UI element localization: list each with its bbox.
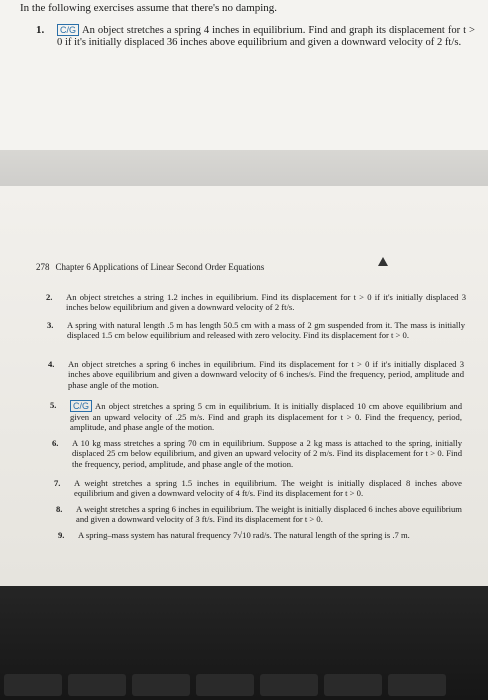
keyboard-key	[132, 674, 190, 696]
problem-1-number: 1.	[36, 24, 45, 36]
problem-text: An object stretches a string 1.2 inches in equilibrium. Find its displacement for t > 0 if it's initially displaced 3 inches below equilibrium and given a downward velocity of 2 ft/s.	[66, 292, 466, 313]
keyboard-key	[4, 674, 62, 696]
problem-number: 5.	[50, 400, 57, 410]
problem-1-text	[57, 24, 475, 50]
keyboard-key	[68, 674, 126, 696]
page-gap	[0, 150, 488, 186]
cg-tag: C/G	[70, 400, 92, 412]
problem-number: 9.	[58, 530, 65, 540]
problem-text: A spring with natural length .5 m has length 50.5 cm with a mass of 2 gm suspended from it. The mass is initially displaced 1.5 cm below equilibrium and released with zero velocity. Find its displacement for t > 0.	[67, 320, 465, 341]
problem-text: A weight stretches a spring 1.5 inches in equilibrium. The weight is initially displaced 8 inches above equilibrium and given a downward velocity of 4 ft/s. Find its displacement for t > 0.	[74, 478, 462, 499]
problem-text: An object stretches a spring 6 inches in equilibrium. Find its displacement for t > 0 if it's initially displaced 3 inches above equilibrium and given a downward velocity of 6 inches/s. Find the frequency, period, amplitude and phase angle of the motion.	[68, 359, 464, 390]
exercise-intro: In the following exercises assume that there's no damping.	[20, 2, 278, 14]
problem-body: An object stretches a spring 5 cm in equilibrium. It is initially displaced 10 cm above equilibrium and given an upward velocity of .25 m/s. Find and graph its displacement for t > 0. Find the frequency, period, amplitude, and phase angle of the motion.	[70, 401, 462, 433]
page-header	[36, 262, 264, 273]
problem-number: 7.	[54, 478, 61, 488]
chapter-title: Chapter 6 Applications of Linear Second Order Equations	[55, 262, 265, 272]
problem-text: A weight stretches a spring 6 inches in equilibrium. The weight is initially displaced 6 inches above equilibrium and given a downward velocity of 3 ft/s. Find its displacement for t > 0.	[76, 504, 462, 525]
mouse-cursor-icon	[378, 257, 388, 266]
cg-tag: C/G	[57, 24, 79, 36]
problem-number: 4.	[48, 359, 55, 369]
textbook-page-top	[0, 0, 488, 150]
problem-text: A spring–mass system has natural frequency 7√10 rad/s. The natural length of the spring is .7 m.	[78, 530, 410, 540]
problem-number: 2.	[46, 292, 53, 302]
keyboard-key	[324, 674, 382, 696]
page-number: 278	[36, 262, 50, 272]
keyboard-key	[196, 674, 254, 696]
problem-text	[70, 400, 462, 433]
problem-number: 6.	[52, 438, 59, 448]
problem-1-body: An object stretches a spring 4 inches in equilibrium. Find and graph its displacement for t > 0 if it's initially displaced 36 inches above equilibrium and given a downward velocity of 2 ft/s.	[57, 25, 475, 49]
keyboard-key	[260, 674, 318, 696]
keyboard-edge	[0, 674, 488, 700]
keyboard-key	[388, 674, 446, 696]
problem-text: A 10 kg mass stretches a spring 70 cm in equilibrium. Suppose a 2 kg mass is attached to the spring, initially displaced 25 cm below equilibrium, and given an upward velocity of 2 m/s. Find its displacement for t > 0. Find the frequency, period, amplitude, and phase angle of the motion.	[72, 438, 462, 469]
problem-number: 8.	[56, 504, 63, 514]
problem-number: 3.	[47, 320, 54, 330]
